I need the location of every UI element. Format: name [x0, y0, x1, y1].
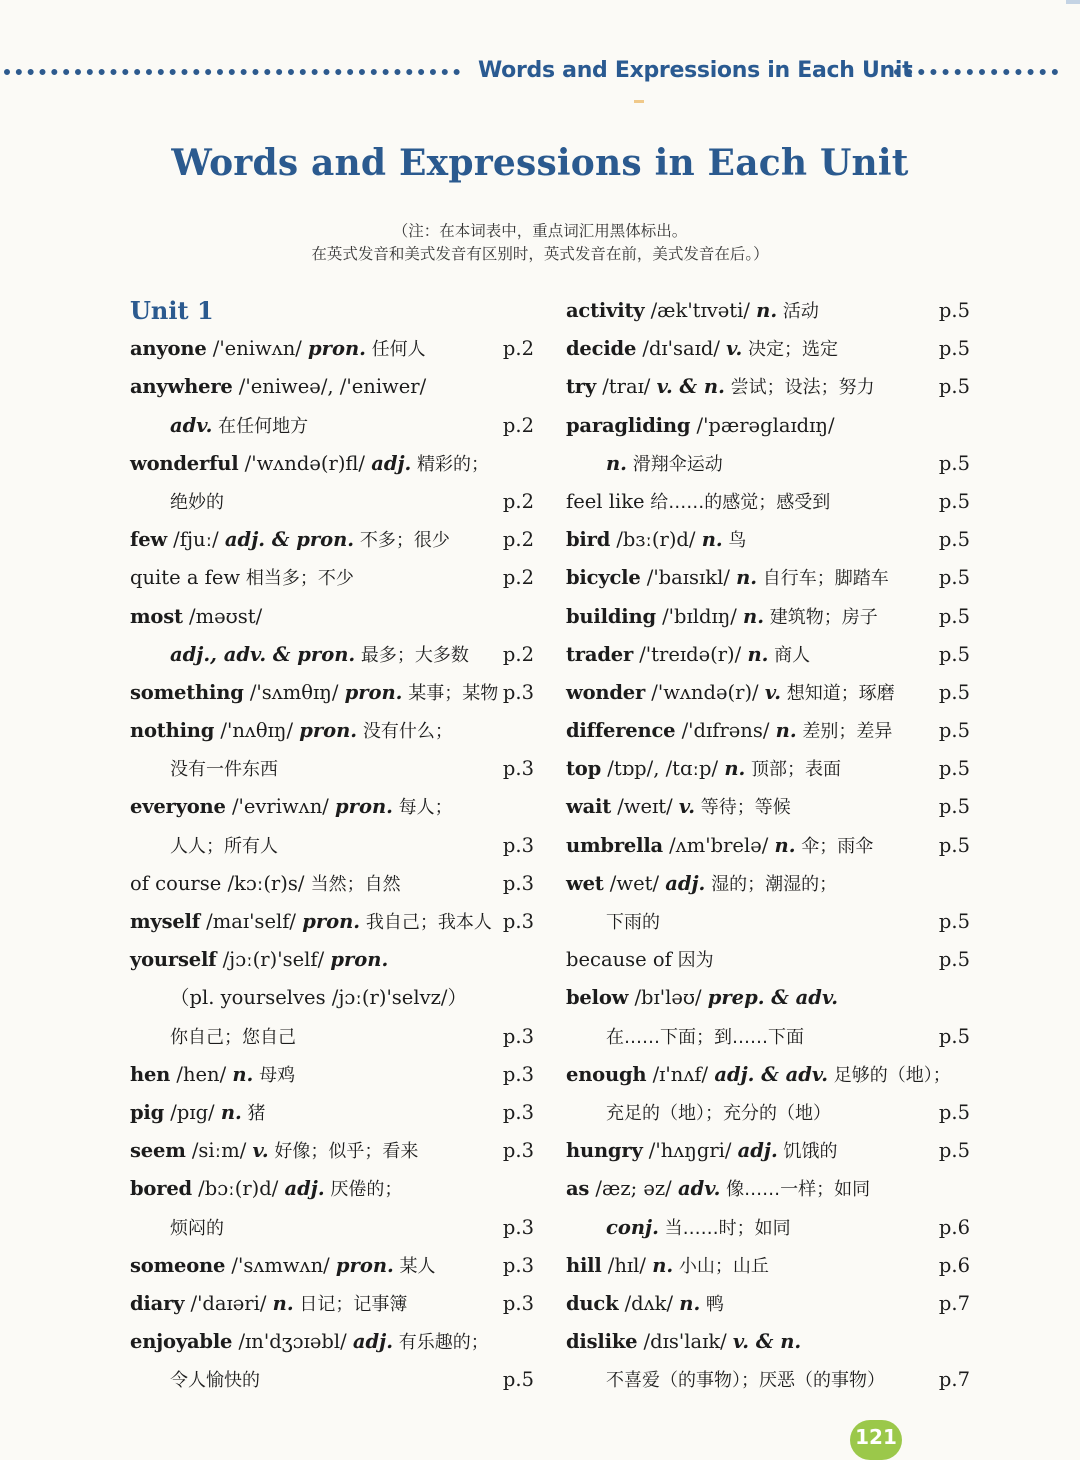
- part-of-speech: n.: [775, 719, 797, 743]
- headword: enjoyable: [130, 1330, 233, 1354]
- part-of-speech: n.: [724, 757, 746, 781]
- definition: 尝试；设法；努力: [724, 377, 875, 399]
- part-of-speech: n.: [736, 566, 758, 590]
- entry-line: [130, 1170, 534, 1208]
- headword: bicycle: [566, 566, 641, 590]
- entry-line: [130, 1094, 534, 1132]
- phonetic: /ɪn'dʒɔɪəbl/: [232, 1330, 353, 1354]
- page-ref: p.2: [502, 566, 534, 590]
- phonetic: /'eniweə/, /'eniwer/: [232, 375, 427, 399]
- page-ref: p.6: [938, 1253, 970, 1277]
- page-ref: p.5: [938, 642, 970, 666]
- headword: anywhere: [130, 375, 233, 399]
- part-of-speech: adv.: [677, 1177, 721, 1201]
- phonetic: /bɔː(r)d/: [191, 1177, 285, 1201]
- page-ref: p.2: [502, 413, 534, 437]
- phonetic: /wet/: [603, 871, 666, 895]
- definition: 相当多；不少: [240, 568, 354, 590]
- part-of-speech: pron.: [308, 337, 366, 361]
- part-of-speech: n.: [774, 833, 796, 857]
- headword: as: [566, 1177, 590, 1201]
- definition: 当然；自然: [310, 873, 401, 895]
- headword: bird: [566, 528, 611, 552]
- entry-line: [130, 1361, 534, 1399]
- page-ref: p.5: [938, 757, 970, 781]
- entry-line: [566, 330, 970, 368]
- entry-line: [566, 1132, 970, 1170]
- headword: few: [130, 528, 167, 552]
- entry-line: [130, 636, 534, 674]
- definition: 想知道；琢磨: [781, 682, 895, 704]
- page-ref: p.5: [938, 375, 970, 399]
- headword: hungry: [566, 1139, 643, 1163]
- entry-line: [566, 636, 970, 674]
- phonetic: /æz; əz/: [589, 1177, 678, 1201]
- phonetic: /'daɪəri/: [184, 1291, 273, 1315]
- headword: pig: [130, 1100, 165, 1124]
- part-of-speech: adj.: [665, 871, 706, 895]
- part-of-speech: conj.: [606, 1215, 659, 1239]
- definition: 母鸡: [253, 1064, 296, 1086]
- headword: difference: [566, 719, 676, 743]
- page-ref: p.5: [938, 1139, 970, 1163]
- page-ref: p.5: [502, 1368, 534, 1392]
- definition: 因为: [671, 950, 714, 972]
- definition: 等待；等候: [695, 797, 791, 819]
- phonetic: /'evriwʌn/: [225, 795, 336, 819]
- headword: wonderful: [130, 451, 239, 475]
- definition: 绝妙的: [170, 491, 224, 513]
- phrase: quite a few: [130, 566, 241, 590]
- page-ref: p.5: [938, 948, 970, 972]
- entry-line: [566, 941, 970, 979]
- entry-line: [566, 1056, 970, 1094]
- headword: duck: [566, 1291, 619, 1315]
- entry-line: [130, 368, 534, 406]
- part-of-speech: n.: [747, 642, 769, 666]
- phonetic: /ʌm'brelə/: [662, 833, 775, 857]
- entry-line: [566, 903, 970, 941]
- entry-line: [130, 1056, 534, 1094]
- page-ref: p.2: [502, 489, 534, 513]
- entry-line: [130, 1323, 534, 1361]
- entry-line: [566, 559, 970, 597]
- page-ref: p.3: [502, 871, 534, 895]
- phonetic: /'dɪfrəns/: [675, 719, 776, 743]
- definition: 某事；某物: [402, 682, 499, 704]
- phonetic: /'pærəglaɪdɪŋ/: [690, 413, 835, 437]
- entry-line: [130, 788, 534, 826]
- top-edge-mark: [1066, 0, 1080, 4]
- part-of-speech: v.: [764, 680, 781, 704]
- header-accent-mark: [634, 100, 644, 103]
- definition: 精彩的；: [411, 453, 490, 475]
- part-of-speech: prep. & adv.: [707, 986, 839, 1010]
- headword: nothing: [130, 719, 215, 743]
- definition: 湿的；潮湿的；: [705, 873, 838, 895]
- definition: 厌倦的；: [324, 1179, 403, 1201]
- page-ref: p.3: [502, 833, 534, 857]
- entry-line: [130, 903, 534, 941]
- headword: diary: [130, 1291, 185, 1315]
- definition: 决定；选定: [742, 339, 839, 361]
- headword: enough: [566, 1062, 647, 1086]
- headword: most: [130, 604, 183, 628]
- part-of-speech: adv.: [170, 413, 213, 437]
- part-of-speech: n.: [743, 604, 764, 628]
- definition: 差别；差异: [796, 721, 893, 743]
- phrase: of course: [130, 871, 222, 895]
- page-title: Words and Expressions in Each Unit: [171, 142, 909, 184]
- page-ref: p.7: [938, 1368, 970, 1392]
- page-ref: p.6: [938, 1215, 970, 1239]
- headword: decide: [566, 337, 637, 361]
- definition: 我自己；我本人: [360, 912, 492, 933]
- part-of-speech: pron.: [302, 910, 361, 933]
- entry-line: [566, 598, 970, 636]
- definition: 令人愉快的: [170, 1370, 260, 1392]
- headword: yourself: [130, 948, 217, 972]
- phonetic: /'wʌndə(r)/: [645, 680, 765, 704]
- definition: 饥饿的: [777, 1141, 838, 1163]
- headword: something: [130, 680, 244, 704]
- part-of-speech: n.: [756, 299, 778, 322]
- page-ref: p.3: [502, 1139, 534, 1163]
- entry-line: [566, 827, 970, 865]
- phonetic: /dʌk/: [618, 1291, 680, 1315]
- definition: 没有一件东西: [170, 759, 278, 781]
- entry-line: [566, 1361, 970, 1399]
- phonetic: /siːm/: [185, 1139, 253, 1163]
- entry-line: [566, 292, 970, 330]
- entry-line: [130, 1209, 534, 1247]
- definition: 活动: [777, 301, 819, 322]
- entry-line: [130, 445, 534, 483]
- entry-line: [566, 445, 970, 483]
- entry-line: [566, 750, 970, 788]
- definition: 猪: [241, 1102, 266, 1124]
- entry-line: [130, 1247, 534, 1285]
- phrase: （pl. yourselves /jɔː(r)'selvz/）: [170, 986, 467, 1010]
- phonetic: /weɪt/: [611, 795, 679, 819]
- entry-line: [566, 521, 970, 559]
- unit-heading: Unit 1: [130, 296, 214, 325]
- definition: 顶部；表面: [745, 759, 842, 781]
- page-ref: p.7: [938, 1291, 970, 1315]
- entry-line: [566, 1323, 970, 1361]
- running-header: [0, 56, 1080, 86]
- entry-line: [566, 407, 970, 445]
- entry-line: [130, 712, 534, 750]
- headword: try: [566, 375, 597, 399]
- definition: 好像；似乎；看来: [268, 1141, 419, 1163]
- page-ref: p.3: [502, 1291, 534, 1315]
- part-of-speech: n.: [606, 451, 627, 475]
- part-of-speech: pron.: [335, 795, 393, 819]
- headword: hill: [566, 1253, 602, 1277]
- definition: 充足的（地）；充分的（地）: [606, 1102, 831, 1124]
- definition: 足够的（地）；: [828, 1064, 951, 1086]
- headword: anyone: [130, 337, 207, 361]
- headword: hen: [130, 1062, 171, 1086]
- entry-line: [566, 1285, 970, 1323]
- definition: 滑翔伞运动: [626, 453, 723, 475]
- part-of-speech: adj.: [371, 451, 412, 475]
- definition: 最多；大多数: [355, 644, 469, 666]
- part-of-speech: v.: [252, 1139, 269, 1163]
- phonetic: /'sʌmwʌn/: [225, 1253, 336, 1277]
- phonetic: /jɔː(r)'self/: [216, 948, 331, 972]
- entry-line: [130, 865, 534, 903]
- right-column: [566, 292, 970, 1399]
- page-ref: p.5: [938, 299, 970, 322]
- part-of-speech: n.: [220, 1100, 242, 1124]
- part-of-speech: adj. & adv.: [714, 1062, 829, 1086]
- entry-line: [130, 407, 534, 445]
- entry-line: [566, 712, 970, 750]
- headword: activity: [566, 299, 645, 322]
- entry-line: [130, 750, 534, 788]
- definition: 自行车；脚踏车: [757, 568, 889, 590]
- phonetic: /traɪ/: [596, 375, 657, 399]
- entry-line: [130, 1132, 534, 1170]
- headword: dislike: [566, 1330, 638, 1354]
- page-ref: p.5: [938, 680, 970, 704]
- phonetic: /'treɪdə(r)/: [633, 642, 748, 666]
- definition: 下雨的: [606, 912, 660, 933]
- headword: bored: [130, 1177, 192, 1201]
- definition: 你自己；您自己: [170, 1026, 296, 1048]
- entry-line: [566, 1094, 970, 1132]
- page-ref: p.3: [502, 757, 534, 781]
- phonetic: /'wʌndə(r)fl/: [238, 451, 372, 475]
- header-dots-left: [4, 69, 460, 75]
- headword: trader: [566, 642, 634, 666]
- page-ref: p.5: [938, 910, 970, 933]
- phonetic: /æk'tɪvəti/: [644, 299, 757, 322]
- definition: 当……时；如同: [658, 1217, 791, 1239]
- definition: 像……一样；如同: [720, 1179, 871, 1201]
- page-ref: p.5: [938, 719, 970, 743]
- page-ref: p.3: [502, 1215, 534, 1239]
- phonetic: /dɪ'saɪd/: [636, 337, 727, 361]
- headword: seem: [130, 1139, 186, 1163]
- definition: 鸭: [700, 1293, 724, 1315]
- definition: 日记；记事簿: [293, 1293, 408, 1315]
- page-ref: p.5: [938, 528, 970, 552]
- part-of-speech: adj.: [737, 1139, 778, 1163]
- definition: 建筑物；房子: [764, 606, 878, 628]
- page-ref: p.5: [938, 489, 970, 513]
- definition: 商人: [768, 644, 811, 666]
- part-of-speech: v.: [726, 337, 743, 361]
- entry-line: [566, 1170, 970, 1208]
- headword: everyone: [130, 795, 226, 819]
- left-column: [130, 292, 534, 1399]
- phrase: because of: [566, 948, 672, 972]
- phonetic: /tɒp/, /tɑːp/: [601, 757, 725, 781]
- entry-line: [130, 1018, 534, 1056]
- entry-line: [130, 827, 534, 865]
- entry-line: [566, 788, 970, 826]
- notes: [0, 220, 1080, 266]
- entry-line: [130, 330, 534, 368]
- entry-line: [566, 674, 970, 712]
- part-of-speech: adj., adv. & pron.: [170, 642, 356, 666]
- part-of-speech: pron.: [330, 948, 389, 972]
- entry-line: [130, 979, 534, 1017]
- page-ref: p.3: [502, 910, 534, 933]
- headword: paragliding: [566, 413, 691, 437]
- entry-line: [130, 674, 534, 712]
- part-of-speech: adj. & pron.: [224, 528, 355, 552]
- entry-line: [566, 1247, 970, 1285]
- phonetic: /'baɪsɪkl/: [640, 566, 737, 590]
- headword: top: [566, 757, 602, 781]
- phrase: feel like: [566, 489, 645, 513]
- phonetic: /maɪ'self/: [199, 910, 303, 933]
- phonetic: /fjuː/: [166, 528, 225, 552]
- entry-line: [566, 368, 970, 406]
- headword: wait: [566, 795, 612, 819]
- entry-line: [566, 865, 970, 903]
- phonetic: /dɪs'laɪk/: [637, 1330, 733, 1354]
- page-ref: p.5: [938, 1100, 970, 1124]
- phonetic: /ɪ'nʌf/: [646, 1062, 715, 1086]
- page-ref: p.5: [938, 337, 970, 361]
- page-ref: p.5: [938, 1024, 970, 1048]
- headword: umbrella: [566, 833, 663, 857]
- definition: 小山；山丘: [673, 1255, 769, 1277]
- page-ref: p.2: [502, 337, 534, 361]
- part-of-speech: n.: [679, 1291, 701, 1315]
- entry-line: [130, 559, 534, 597]
- page-number-badge: 121: [850, 1420, 902, 1460]
- note-line: 在英式发音和美式发音有区别时，英式发音在前，美式发音在后。）: [311, 245, 769, 263]
- part-of-speech: v.: [678, 795, 696, 819]
- definition: 鸟: [722, 530, 747, 552]
- definition: 不多；很少: [354, 530, 450, 552]
- page-ref: p.3: [502, 1253, 534, 1277]
- headword: wonder: [566, 680, 646, 704]
- entry-line: [130, 1285, 534, 1323]
- phonetic: /'sʌmθɪŋ/: [243, 680, 345, 704]
- page-ref: p.5: [938, 451, 970, 475]
- entry-line: [130, 941, 534, 979]
- running-header-title: Words and Expressions in Each Unit: [478, 58, 913, 83]
- part-of-speech: n.: [701, 528, 723, 552]
- definition: 给……的感觉；感受到: [644, 491, 831, 513]
- entry-line: [130, 598, 534, 636]
- definition: 在……下面；到……下面: [606, 1026, 804, 1048]
- entry-line: [566, 979, 970, 1017]
- part-of-speech: n.: [652, 1253, 674, 1277]
- page-ref: p.5: [938, 833, 970, 857]
- page-ref: p.5: [938, 604, 970, 628]
- phonetic: /'nʌθɪŋ/: [214, 719, 300, 743]
- headword: building: [566, 604, 656, 628]
- page-ref: p.5: [938, 795, 970, 819]
- definition: 伞；雨伞: [795, 835, 874, 857]
- headword: myself: [130, 910, 200, 933]
- page-ref: p.2: [502, 528, 534, 552]
- phonetic: /'bɪldɪŋ/: [655, 604, 744, 628]
- entry-line: [566, 1018, 970, 1056]
- entry-line: [130, 521, 534, 559]
- phonetic: /'eniwʌn/: [206, 337, 309, 361]
- note-line: （注：在本词表中，重点词汇用黑体标出。: [392, 222, 688, 240]
- header-dots-right: [894, 69, 1058, 75]
- entry-line: [566, 1209, 970, 1247]
- page-ref: p.3: [502, 1024, 534, 1048]
- phonetic: /kɔː(r)s/: [221, 871, 311, 895]
- phonetic: /pɪg/: [164, 1100, 221, 1124]
- part-of-speech: n.: [232, 1062, 254, 1086]
- part-of-speech: pron.: [344, 680, 403, 704]
- part-of-speech: pron.: [335, 1253, 394, 1277]
- page-ref: p.2: [502, 642, 534, 666]
- definition: 某人: [393, 1255, 436, 1277]
- part-of-speech: adj.: [284, 1177, 325, 1201]
- page-ref: p.3: [502, 680, 534, 704]
- phonetic: /bɜː(r)d/: [610, 528, 702, 552]
- headword: wet: [566, 871, 604, 895]
- definition: 人人；所有人: [170, 835, 278, 857]
- page-ref: p.3: [502, 1062, 534, 1086]
- page-ref: p.5: [938, 566, 970, 590]
- part-of-speech: v. & n.: [656, 375, 725, 399]
- part-of-speech: pron.: [299, 719, 358, 743]
- phonetic: /hen/: [170, 1062, 233, 1086]
- page-ref: p.3: [502, 1100, 534, 1124]
- phonetic: /məʊst/: [182, 604, 263, 628]
- definition: 没有什么；: [357, 721, 453, 743]
- part-of-speech: v. & n.: [732, 1330, 802, 1354]
- entry-line: [566, 483, 970, 521]
- phonetic: /bɪ'ləʊ/: [628, 986, 708, 1010]
- definition: 不喜爱（的事物）；厌恶（的事物）: [606, 1370, 885, 1392]
- phonetic: /hɪl/: [601, 1253, 653, 1277]
- definition: 烦闷的: [170, 1217, 224, 1239]
- part-of-speech: adj.: [352, 1330, 393, 1354]
- headword: below: [566, 986, 629, 1010]
- definition: 有乐趣的；: [393, 1332, 489, 1354]
- definition: 在任何地方: [212, 415, 309, 437]
- headword: someone: [130, 1253, 226, 1277]
- definition: 任何人: [365, 339, 426, 361]
- definition: 每人；: [392, 797, 453, 819]
- entry-line: [130, 483, 534, 521]
- phonetic: /'hʌŋgri/: [642, 1139, 738, 1163]
- part-of-speech: n.: [272, 1291, 294, 1315]
